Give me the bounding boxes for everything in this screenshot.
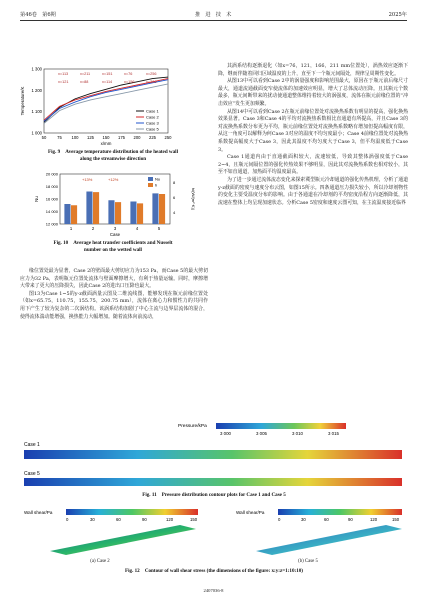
- fig9-x-tick-label: 125: [87, 135, 94, 140]
- shear-tick: 90: [348, 517, 353, 522]
- fig9-y-tick-label: 1 100: [31, 109, 42, 115]
- case5-contour: [24, 478, 402, 486]
- journal-name: 推 进 技 术: [195, 12, 232, 18]
- fig10-y-tick-label: 14 000: [45, 209, 58, 214]
- fig12-caption: Fig. 12 Contour of wall shear stress (the dimensions of the figure: x:y:z=1:10:10): [125, 568, 303, 574]
- fig10-bar: [64, 204, 70, 224]
- shear-colorbar-label: Wall shear/Pa: [236, 510, 265, 515]
- fig10-bar-chart: [30, 170, 200, 238]
- fig10-y-axis-label: Nu: [34, 196, 39, 202]
- case5-label: Case 5: [24, 471, 40, 477]
- fig10-caption-line1: Fig. 10 Average heat transfer coefficients and Nusselt: [53, 240, 173, 246]
- fig10-x-tick-label: 1: [69, 226, 73, 231]
- fig9-x-tick-label: 250: [164, 135, 172, 140]
- shear-tick: 150: [392, 517, 400, 522]
- fig10-y2-tick-label: 8: [173, 180, 176, 185]
- shear-tick: 120: [370, 517, 378, 522]
- page-footer: 2407036-8: [203, 588, 224, 593]
- fig10-bar: [108, 200, 114, 224]
- fig9-annotation: x=151: [102, 72, 113, 76]
- fig10-x-axis-label: Case: [109, 232, 121, 237]
- fig10-x-tick-label: 2: [91, 226, 95, 231]
- fig10-legend-swatch: [148, 183, 153, 187]
- fig10-bar: [93, 192, 99, 224]
- fig11-caption: Fig. 11 Pressure distribution contour plots for Case 1 and Case 5: [142, 492, 286, 498]
- fig10-bar: [152, 193, 158, 224]
- fig12-wall-shear: [20, 505, 408, 557]
- fig9-x-tick-label: 50: [41, 135, 47, 140]
- shear-tick: 30: [301, 517, 306, 522]
- fig10-caption: [18, 240, 208, 253]
- fig9-legend-label: Case 3: [146, 120, 159, 126]
- pressure-colorbar: [216, 423, 346, 429]
- fig10-x-tick-label: 5: [157, 226, 161, 231]
- fig9-caption-line1: Fig. 9 Average temperature distribution of the heated wall: [48, 149, 178, 155]
- fig9-annotation: x=206: [146, 80, 157, 84]
- fig9-y-tick-label: 1 000: [31, 130, 42, 136]
- fig12-sub-a: (a) Case 2: [90, 559, 110, 564]
- case2-wall-shear-surface: [50, 525, 196, 555]
- pressure-colorbar-label: Pressure/kPa: [178, 424, 207, 429]
- fig10-y2-tick-label: 4: [173, 210, 176, 215]
- right-paragraph: Case 1通道内由于直通截面积较大，流速较低，导致其整体涡强度低于Case 2~4，且瓶元间隔位置的强化传热效果不够明显，因此其对流换热系数也相对较小，其至不如直通道，加热面平均温度最高。: [218, 154, 408, 176]
- fig9-x-tick-label: 175: [118, 135, 125, 140]
- fig10-bar: [71, 205, 77, 224]
- fig9-y-axis-label: Temperature/K: [20, 86, 25, 116]
- fig10-bar: [137, 203, 143, 224]
- fig10-x-tick-label: 4: [135, 226, 139, 231]
- shear-tick: 0: [278, 517, 281, 522]
- right-text-column: [218, 63, 408, 207]
- fig9-legend-label: Case 2: [146, 114, 159, 120]
- shear-tick: 90: [142, 517, 147, 522]
- fig11-pressure-contours: [20, 420, 408, 490]
- right-paragraph: 其涡系结构逐渐退化（如x=76，121，166，211 mm位置处），涡热效应逐渐下降，继而伴随着回归区域温度的上升，直至下一个瓶元间隔处，规律呈周期性变化。: [218, 63, 408, 77]
- shear-tick: 150: [190, 517, 198, 522]
- volume-issue: 第46卷 第6期: [20, 12, 56, 18]
- fig10-bar: [86, 192, 92, 225]
- shear-tick: 30: [90, 517, 95, 522]
- fig10-annotation: +12%: [108, 177, 119, 182]
- pressure-tick: 3 000: [220, 431, 231, 436]
- year: 2025年: [388, 12, 407, 18]
- pressure-tick: 3 010: [292, 431, 303, 436]
- fig9-line-chart: [18, 63, 208, 148]
- fig10-caption-line2: number on the wetted wall: [84, 246, 142, 253]
- fig9-legend-label: Case 5: [146, 126, 159, 132]
- fig10-x-tick-label: 3: [113, 226, 117, 231]
- fig9-annotation: x=156: [124, 80, 135, 84]
- fig9-y-tick-label: 1 200: [31, 87, 42, 93]
- case1-contour: [24, 450, 402, 459]
- pressure-tick: 3 015: [328, 431, 339, 436]
- fig9-annotation: x=211: [80, 72, 91, 76]
- fig10-y2-axis-label: h/(W/(m²·K)): [191, 187, 196, 211]
- fig10-legend-swatch: [148, 177, 153, 181]
- shear-tick: 120: [166, 517, 174, 522]
- page-header: [20, 9, 407, 21]
- fig9-x-tick-label: 100: [71, 135, 79, 140]
- left-paragraph: 缘位置处最为显著，Case 2的壁面最大剪切应力为153 Pa，而Case 5的最大剪切应力为32 Pa，表明瓶元位置处流体与壁面摩擦增大，有利于热量运输。同时，摩擦增大带来了更大的压降损失，因此Case 2的进出口压降也最大。: [20, 268, 208, 290]
- fig9-legend-label: Case 1: [146, 108, 159, 114]
- fig10-annotation: +13%: [82, 177, 93, 182]
- fig12-sub-b: (b) Case 5: [298, 559, 318, 564]
- fig9-caption: [18, 149, 208, 162]
- case5-wall-shear-surface: [256, 525, 402, 555]
- fig9-annotation: x=76: [124, 72, 133, 76]
- shear-tick: 60: [324, 517, 329, 522]
- fig9-y-tick-label: 1 300: [31, 66, 42, 72]
- fig9-annotation: x=121: [58, 80, 69, 84]
- fig9-x-tick-label: 75: [57, 135, 62, 140]
- fig10-bar: [159, 194, 165, 224]
- fig10-legend-label: h: [155, 182, 158, 188]
- fig12-graphic: [20, 505, 408, 557]
- fig9-x-tick-label: 200: [133, 135, 141, 140]
- fig9-annotation: x=256: [146, 72, 157, 76]
- left-text-column: [20, 268, 208, 321]
- fig10-y-tick-label: 16 000: [45, 196, 58, 202]
- shear-colorbar: [66, 509, 198, 515]
- fig10-bar: [115, 202, 121, 224]
- fig9-annotation: x=113: [58, 72, 69, 76]
- fig9-x-tick-label: 150: [102, 135, 110, 140]
- fig9-annotation: x=114: [102, 80, 113, 84]
- right-paragraph: 从图13中可以看到Case 2中的涡量强度和影响范围最大，原因在于瓶元前后缘尺寸最大，通道流通截面变窄使流体的加速效应明显，增大了总体流动压降。且其瓶元个数最多，瓶元间断带来的扰动使通道整体维持着较大的涡强度，流体在瓶元前缘位置的“冲击效应”发生更加频繁。: [218, 78, 408, 107]
- right-paragraph: 为了进一步通过流体流态变化来探索冀型瓶元冷却通道的强化传热机理，分析了通道y-z截面的密度与速度分布云图，如图15所示。四条通道压力损失较小，所以冷却剂物性的变化主要受温度分布的影响。由于各通道在冷却剂的平均密度沿程方向逐渐降低，其流速在整体上均呈现加速状态。分析Case 5密度和速度云图可知，在主流温度接近临界: [218, 176, 408, 206]
- case1-label: Case 1: [24, 442, 40, 448]
- fig9-caption-line2: along the streamwise direction: [79, 155, 147, 162]
- shear-tick: 60: [116, 517, 121, 522]
- fig10-legend-label: Nu: [155, 176, 161, 182]
- shear-colorbar-label: Wall shear/Pa: [24, 510, 53, 515]
- shear-tick: 0: [66, 517, 69, 522]
- fig10-y-tick-label: 12 000: [45, 221, 58, 227]
- fig11-graphic: [20, 420, 408, 490]
- left-paragraph: 图13为Case 1~5的y-z截面涡量云图及二维流线图，能够发现在瓶元前缘位置处（如x=65.75，110.75，155.75，200.75 mm），流体在离心力和惯性力的共同作用下产生了较为复杂的二次涡结构。该涡系结构加剧了中心主流与边界层流体的混合，使得流体湍动能增强，换热能力大幅增加。随着流体向前流动，: [20, 290, 208, 320]
- shear-colorbar-2: [278, 509, 402, 515]
- fig9-x-tick-label: 225: [149, 135, 156, 140]
- pressure-tick: 3 005: [256, 431, 267, 436]
- fig10-y2-tick-label: 6: [173, 195, 176, 200]
- right-paragraph: 从图14中可以看到Case 2在瓶元前缘位置处对流换热系数有明显的提高，强化换热效果显著。Case 3和Case 4的平均对流换热系数相比直通道有所提高，并且Case 3的对流换热系数分布更为平均，瓶元前缘位置处对流换热系数略有增加但提高幅度有限，从这一角度可以解释为何Case 3对应的温度不均匀度最小；Case 4前缘位置处对流换热系数提高幅度大于Case 3，因此其温度不均匀度大于Case 3，但平均温度低于Case 3。: [218, 108, 408, 153]
- fig10-y-tick-label: 18 000: [45, 184, 58, 189]
- fig10-y-tick-label: 20 000: [45, 171, 58, 177]
- fig10-bar: [130, 202, 136, 225]
- fig9-annotation: x=88: [80, 80, 89, 84]
- fig9-x-axis-label: x/mm: [100, 141, 112, 146]
